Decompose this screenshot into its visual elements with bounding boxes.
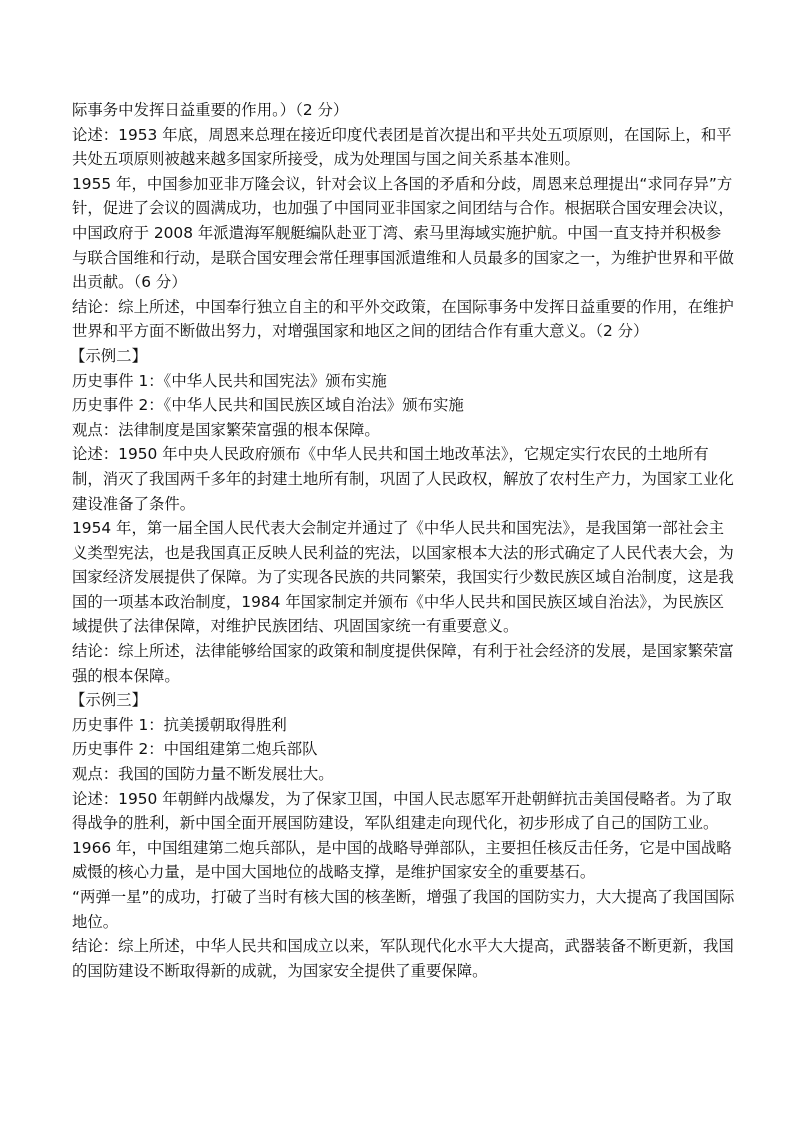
example-heading-3: 【示例三】 bbox=[70, 691, 147, 710]
paragraph-14: 历史事件 2：中国组建第二炮兵部队 bbox=[72, 740, 318, 759]
paragraph-9: 论述：1950 年中央人民政府颁布《中华人民共和国土地改革法》，它规定实行农民的土地所有制，消灭了我国两千多年的封建土地所有制，巩固了人民政权，解放了农村生产力，为国家工业化建设准备了条件。 bbox=[72, 445, 734, 513]
paragraph-1: 际事务中发挥日益重要的作用。）（2 分） bbox=[72, 101, 349, 119]
example-heading-2: 【示例二】 bbox=[70, 346, 147, 365]
paragraph-19: 结论：综上所述，中华人民共和国成立以来，军队现代化水平大大提高，武器装备不断更新，我国的国防建设不断取得新的成就，为国家安全提供了重要保障。 bbox=[72, 937, 734, 980]
paragraph-11: 结论：综上所述，法律能够给国家的政策和制度提供保障，有利于社会经济的发展，是国家繁荣富强的根本保障。 bbox=[72, 642, 734, 685]
paragraph-8: 观点：法律制度是国家繁荣富强的根本保障。 bbox=[72, 420, 380, 439]
paragraph-3: 1955 年，中国参加亚非万隆会议，针对会议上各国的矛盾和分歧，周恩来总理提出“求同存异”方针，促进了会议的圆满成功，也加强了中国同亚非国家之间团结与合作。根据联合国安理会决议，中国政府于 2008 年派遣海军舰艇编队赴亚丁湾、索马里海域实施护航。中国一直支持并积极参与联合国维和行动，是联合国安理会常任理事国派遣维和人员最多的国家之一，为维护世界和平做出贡献。（6 分） bbox=[72, 174, 734, 292]
paragraph-17: 1966 年，中国组建第二炮兵部队，是中国的战略导弹部队，主要担任核反击任务，它是中国战略威慑的核心力量，是中国大国地位的战略支撑，是维护国家安全的重要基石。 bbox=[72, 838, 732, 882]
paragraph-6: 历史事件 1：《中华人民共和国宪法》颁布实施 bbox=[72, 371, 387, 390]
paragraph-4: 结论：综上所述，中国奉行独立自主的和平外交政策，在国际事务中发挥日益重要的作用，在维护世界和平方面不断做出努力，对增强国家和地区之间的团结合作有重大意义。（2 分） bbox=[72, 297, 734, 341]
paragraph-13: 历史事件 1：抗美援朝取得胜利 bbox=[72, 715, 287, 734]
paragraph-10: 1954 年，第一届全国人民代表大会制定并通过了《中华人民共和国宪法》，是我国第一部社会主义类型宪法，也是我国真正反映人民利益的宪法，以国家根本大法的形式确定了人民代表大会，为国家经济发展提供了保障。为了实现各民族的共同繁荣，我国实行少数民族区域自治制度，这是我国的一项基本政治制度，1984 年国家制定并颁布《中华人民共和国民族区域自治法》，为民族区域提供了法律保障，对维护民族团结、巩固国家统一有重要意义。 bbox=[72, 519, 734, 636]
paragraph-16: 论述：1950 年朝鲜内战爆发，为了保家卫国，中国人民志愿军开赴朝鲜抗击美国侵略者。为了取得战争的胜利，新中国全面开展国防建设，军队组建走向现代化，初步形成了自己的国防工业。 bbox=[72, 789, 732, 833]
paragraph-2: 论述：1953 年底，周恩来总理在接近印度代表团是首次提出和平共处五项原则，在国际上，和平共处五项原则被越来越多国家所接受，成为处理国与国之间关系基本准则。 bbox=[72, 125, 732, 169]
paragraph-15: 观点：我国的国防力量不断发展壮大。 bbox=[72, 765, 334, 784]
document-body bbox=[72, 98, 736, 983]
paragraph-7: 历史事件 2：《中华人民共和国民族区域自治法》颁布实施 bbox=[72, 396, 464, 415]
paragraph-18: “两弹一星”的成功，打破了当时有核大国的核垄断，增强了我国的国防实力，大大提高了我国国际地位。 bbox=[72, 888, 735, 931]
